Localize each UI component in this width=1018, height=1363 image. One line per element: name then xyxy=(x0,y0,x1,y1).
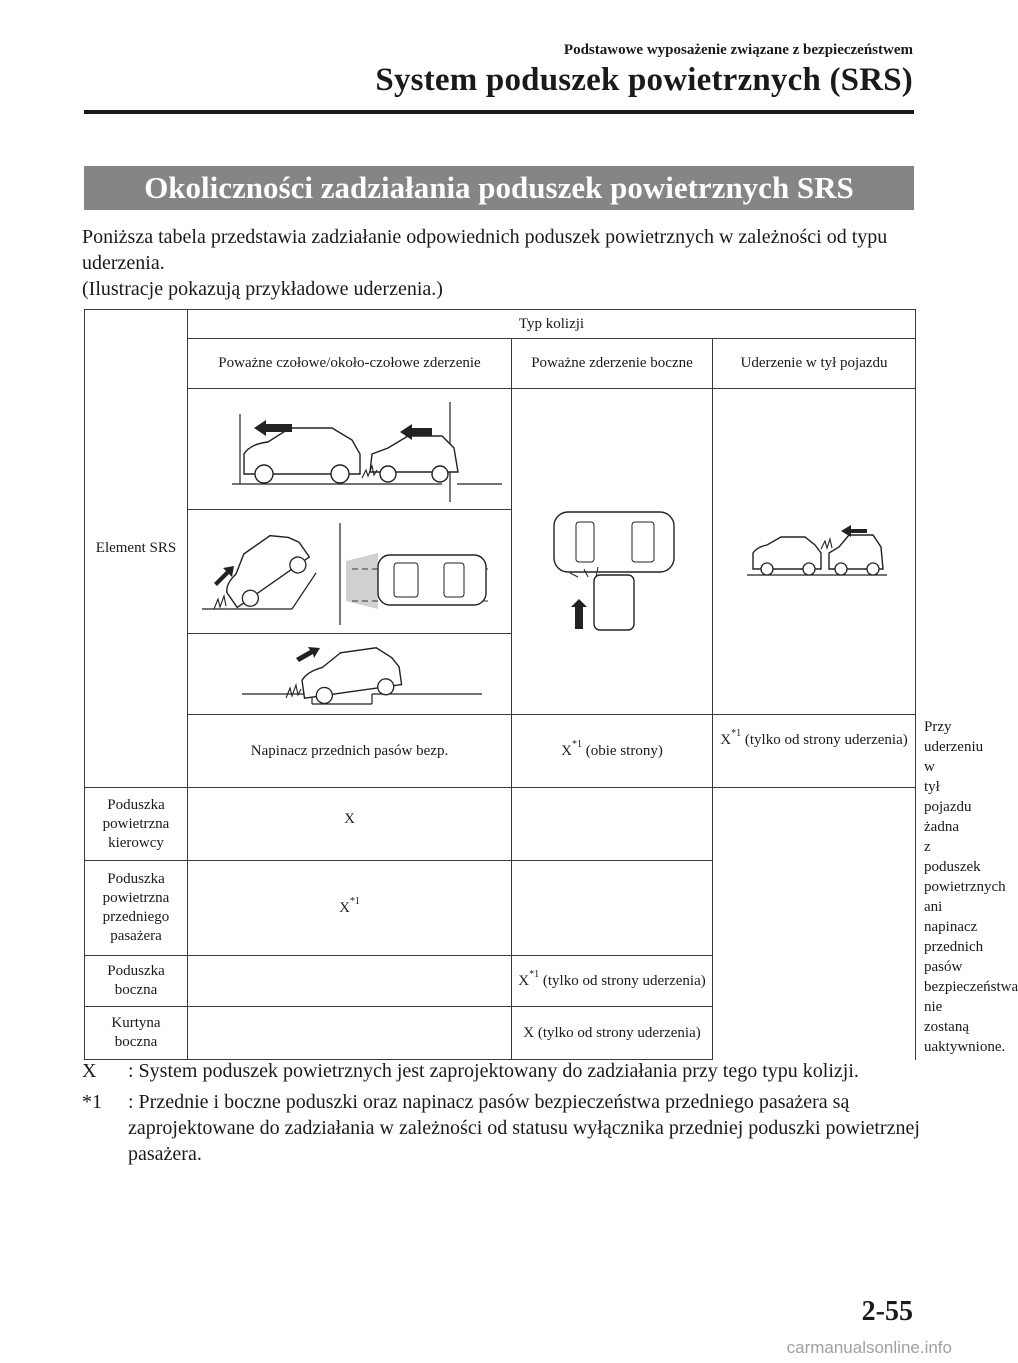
frontal-crash-icon xyxy=(192,392,512,507)
underride-crash-icon xyxy=(192,636,512,712)
footnote xyxy=(82,1089,922,1167)
frontal-illustration-2 xyxy=(188,510,512,634)
footnote-key: X xyxy=(82,1060,97,1082)
header-rule xyxy=(84,110,914,114)
side-cell xyxy=(512,788,713,861)
side-collision-header: Poważne zderzenie boczne xyxy=(512,339,713,389)
angled-crash-icon xyxy=(192,513,512,631)
frontal-cell: $X^{*1}$ (obie strony) xyxy=(512,715,713,788)
frontal-cell xyxy=(188,955,512,1006)
element-cell: Poduszka boczna xyxy=(85,955,188,1006)
element-cell: Kurtyna boczna xyxy=(85,1007,188,1060)
side-cell: $X^{*1}$ (tylko od strony uderzenia) xyxy=(713,715,916,788)
frontal-cell: X xyxy=(188,788,512,861)
element-srs-header: Element SRS xyxy=(85,310,188,788)
section-subtitle: Podstawowe wyposażenie związane z bezpieczeństwem xyxy=(563,42,913,58)
frontal-cell: $X^{*1}$ xyxy=(188,861,512,956)
table-header-row xyxy=(85,310,916,339)
section-title: System poduszek powietrznych (SRS) xyxy=(375,62,913,98)
intro-line-1: Poniższa tabela przedstawia zadziałanie odpowiednich poduszek powietrznych w zależności od typu uderzenia. xyxy=(82,226,888,274)
srs-activation-table xyxy=(84,309,1018,1060)
table-row: Napinacz przednich pasów bezp. $X^{*1}$ (obie strony) $X^{*1}$ (tylko od strony uderzenia) Przy uderzeniu w tył pojazdu żadna z poduszek powietrznych ani napinacz przednich pasów bezpieczeństwa nie zostaną uaktywnione. xyxy=(85,715,916,788)
side-cell xyxy=(512,861,713,956)
side-cell: X (tylko od strony uderzenia) xyxy=(512,1007,713,1060)
element-cell: Poduszka powietrzna kierowcy xyxy=(85,788,188,861)
footnote-key: *1 xyxy=(82,1091,102,1113)
intro-line-2: (Ilustracje pokazują przykładowe uderzenia.) xyxy=(82,278,443,300)
footnotes xyxy=(82,1058,922,1172)
frontal-collision-header: Poważne czołowe/około-czołowe zderzenie xyxy=(188,339,512,389)
frontal-cell xyxy=(188,1007,512,1060)
page-title-banner: Okoliczności zadziałania poduszek powietrznych SRS xyxy=(84,166,914,210)
side-crash-icon xyxy=(516,467,712,637)
side-illustration xyxy=(512,389,713,715)
footnote-text: : Przednie i boczne poduszki oraz napinacz pasów bezpieczeństwa przedniego pasażera są zaprojektowane do zadziałania w zależności od statusu wyłącznika przedniej poduszki powietrznej pasażera. xyxy=(128,1091,920,1165)
watermark: carmanualsonline.info xyxy=(786,1338,952,1357)
table-row xyxy=(85,955,916,1006)
table-row xyxy=(85,788,916,861)
table-subheader-row xyxy=(85,339,916,389)
table-row xyxy=(85,1007,916,1060)
table-row xyxy=(85,861,916,956)
rear-illustration xyxy=(713,389,916,715)
element-cell: Napinacz przednich pasów bezp. xyxy=(188,715,512,788)
collision-type-header: Typ kolizji xyxy=(188,310,916,339)
rear-crash-icon xyxy=(717,517,913,587)
element-cell: Poduszka powietrzna przedniego pasażera xyxy=(85,861,188,956)
footnote xyxy=(82,1058,922,1084)
frontal-illustration-3 xyxy=(188,634,512,715)
footnote-text: : System poduszek powietrznych jest zaprojektowany do zadziałania przy tego typu kolizji. xyxy=(128,1060,859,1082)
rear-collision-header: Uderzenie w tył pojazdu xyxy=(713,339,916,389)
intro-text xyxy=(82,224,922,302)
side-cell: $X^{*1}$ (tylko od strony uderzenia) xyxy=(512,955,713,1006)
page-number: 2-55 xyxy=(861,1296,913,1327)
frontal-illustration-1 xyxy=(188,389,512,510)
